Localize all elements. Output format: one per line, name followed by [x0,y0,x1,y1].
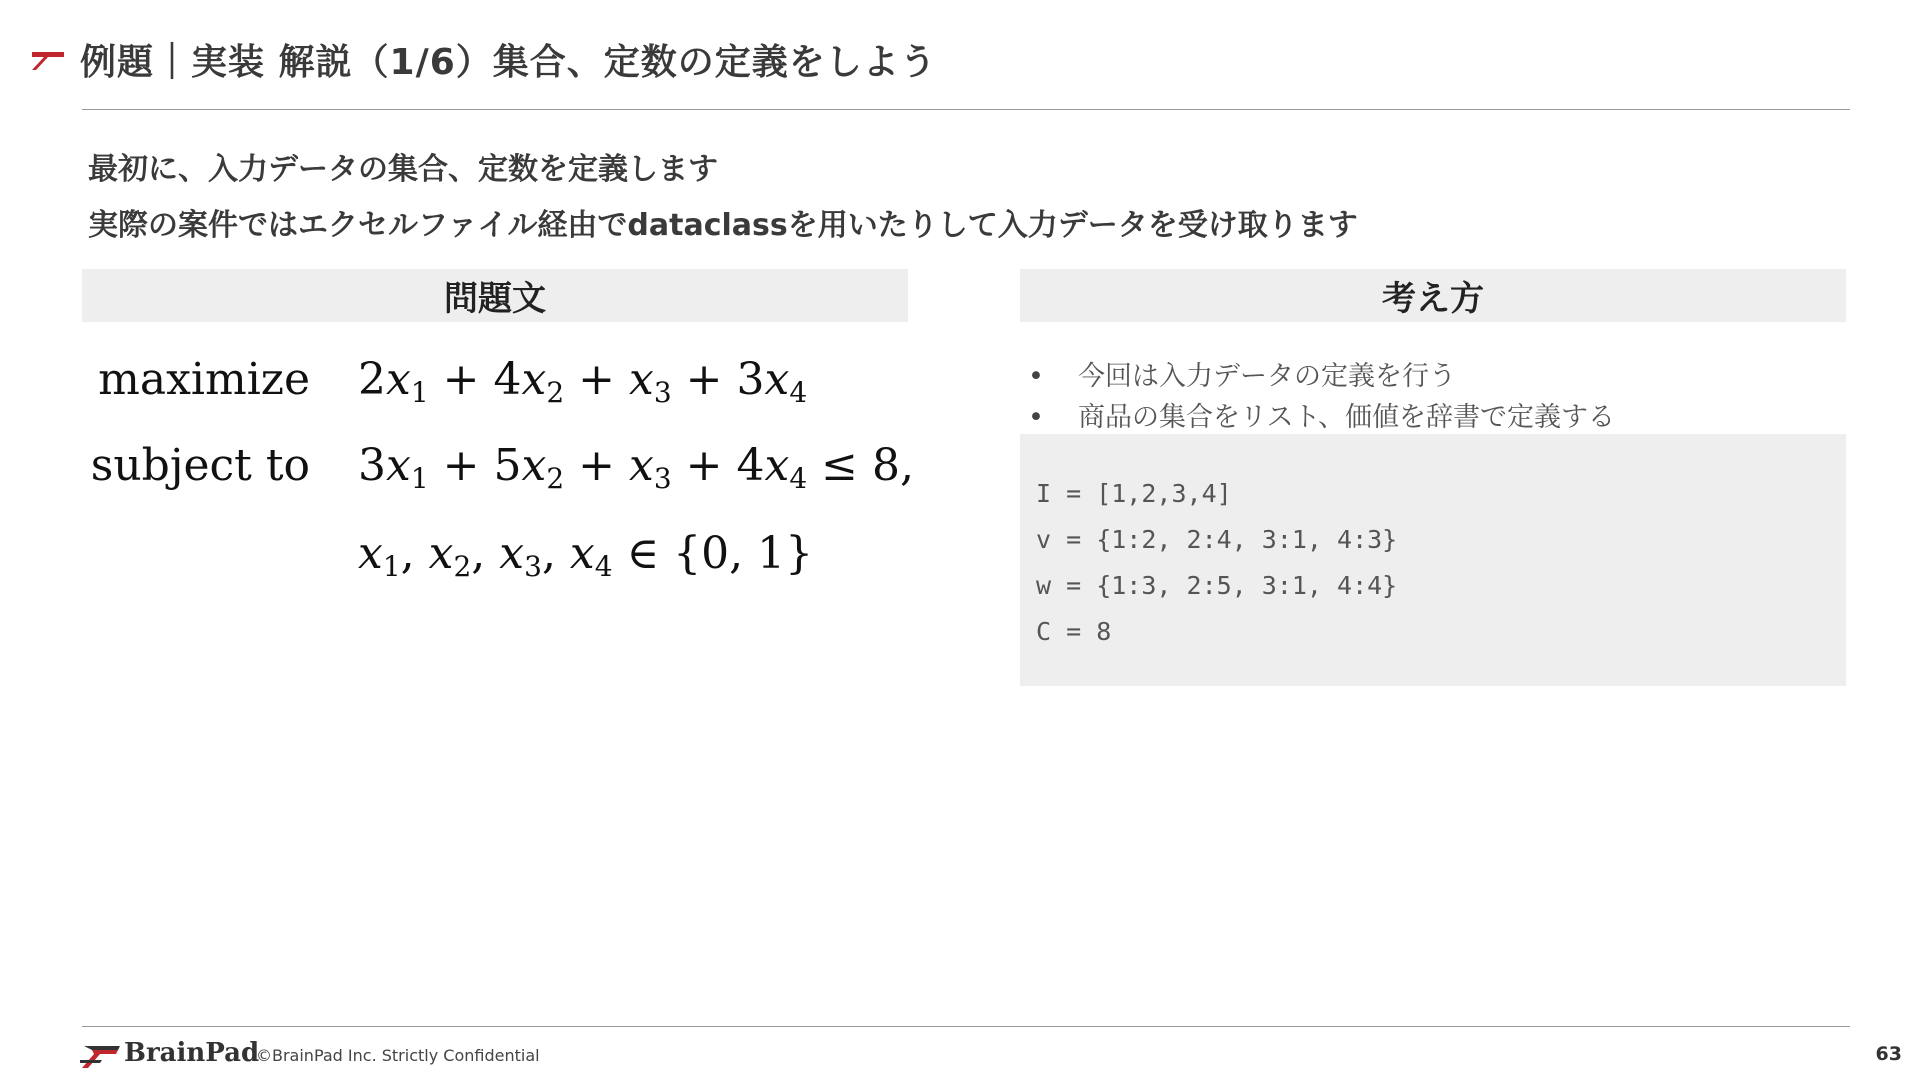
code-line: I = [1,2,3,4] [1036,479,1232,508]
copyright-notice: ©BrainPad Inc. Strictly Confidential [256,1046,540,1065]
slide-title: 例題｜実装 解説（1/6）集合、定数の定義をしよう [80,42,937,83]
bullet-icon: • [1028,402,1044,433]
title-divider [82,109,1850,110]
constraint-row [90,440,914,500]
approach-header: 考え方 [1020,269,1846,322]
brainpad-slash-icon [30,48,66,72]
list-item [1022,397,1615,438]
footer-divider [82,1026,1850,1027]
code-block [1020,434,1846,686]
intro-line-1: 最初に、入力データの集合、定数を定義します [88,152,718,187]
bullet-text: 今回は入力データの定義を行う [1078,361,1456,392]
domain-row [100,528,900,588]
constraint-label: subject to [90,440,310,491]
code-line: v = {1:2, 2:4, 3:1, 4:3} [1036,525,1398,554]
objective-expression: $2x_1 + 4x_2 + x_3 + 3x_4$ [358,354,808,409]
capacity-constraint: $3x_1 + 5x_2 + x_3 + 4x_4 \le 8$, [358,440,914,495]
brainpad-stripes-icon [80,1042,122,1070]
code-line: w = {1:3, 2:5, 3:1, 4:4} [1036,571,1398,600]
objective-row [100,354,900,414]
bullet-text: 商品の集合をリスト、価値を辞書で定義する [1078,402,1616,433]
approach-bullet-list [1022,356,1615,438]
brainpad-logo [80,1038,260,1072]
page-number: 63 [1875,1043,1902,1065]
problem-statement-header: 問題文 [82,269,908,322]
list-item [1022,356,1615,397]
bullet-icon: • [1028,361,1044,392]
code-line: C = 8 [1036,617,1112,646]
intro-line-2: 実際の案件ではエクセルファイル経由でdataclassを用いたりして入力データを受け取ります [88,208,1358,243]
brand-name: BrainPad [124,1038,260,1068]
objective-label: maximize [98,354,310,405]
binary-domain-constraint: $x_1$, $x_2$, $x_3$, $x_4$ ∈ {0, 1} [358,528,814,583]
problem-formulation [90,340,914,620]
